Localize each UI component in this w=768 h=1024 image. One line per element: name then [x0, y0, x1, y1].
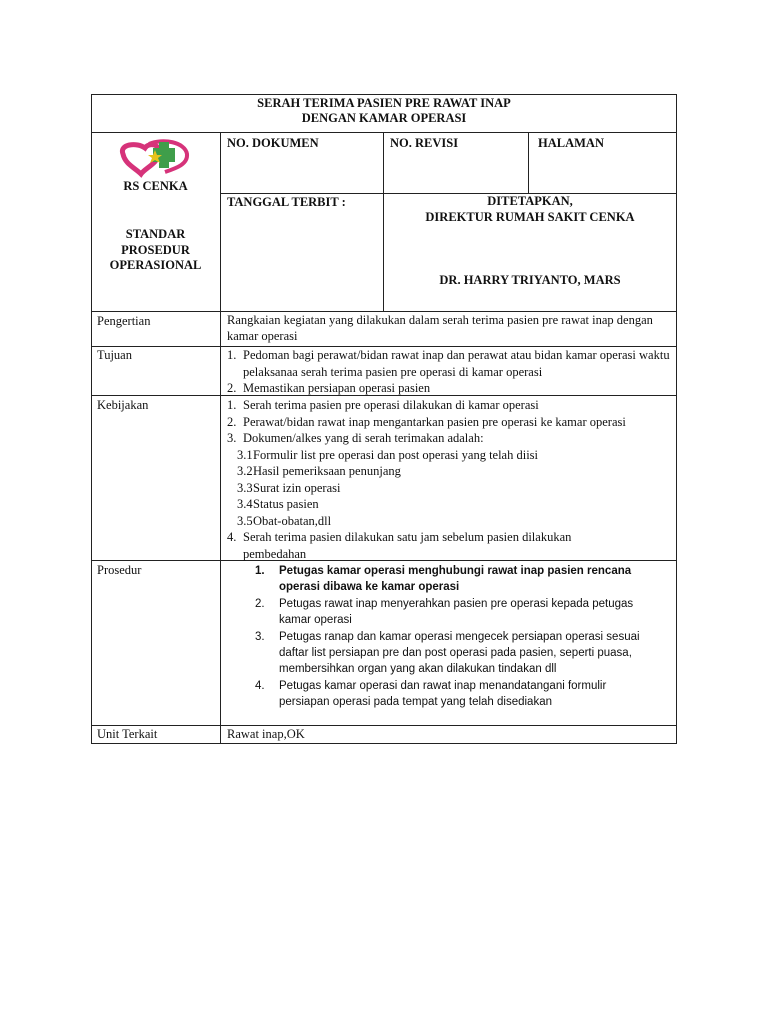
- sop-line-3: OPERASIONAL: [109, 258, 202, 272]
- list-item: [227, 629, 657, 677]
- no-dokumen-label: NO. DOKUMEN: [227, 136, 319, 150]
- halaman-label: HALAMAN: [538, 136, 604, 150]
- rule: [91, 311, 677, 312]
- sub-item: [227, 480, 673, 497]
- list-item: [227, 380, 673, 397]
- item-text: Formulir list pre operasi dan post operasi yang telah diisi: [253, 447, 539, 462]
- list-item: [227, 430, 673, 447]
- item-number: 1.: [227, 348, 237, 362]
- sop-line-1: STANDAR: [125, 227, 186, 241]
- item-number: 3.3: [237, 480, 253, 495]
- sub-item: [227, 513, 673, 530]
- item-number: 4.: [227, 530, 237, 544]
- title-line-1: SERAH TERIMA PASIEN PRE RAWAT INAP: [257, 96, 511, 110]
- rule: [91, 725, 677, 726]
- title-line-2: DENGAN KAMAR OPERASI: [301, 111, 467, 125]
- tujuan-label: Tujuan: [97, 348, 132, 362]
- hospital-logo: [115, 136, 195, 180]
- item-text: Obat-obatan,dll: [253, 513, 332, 528]
- item-number: 2.: [227, 414, 237, 429]
- rule: [220, 132, 221, 744]
- item-number: 3.1: [237, 447, 253, 462]
- logo-label: RS CENKA: [123, 179, 188, 193]
- item-number: 3.4: [237, 497, 253, 511]
- rule: [91, 132, 677, 133]
- list-item: [227, 347, 673, 380]
- unit-terkait-text: Rawat inap,OK: [227, 727, 305, 741]
- prosedur-label: Prosedur: [97, 563, 142, 577]
- prosedur-list: [227, 563, 657, 711]
- item-text: Serah terima pasien pre operasi dilakukan di kamar operasi: [243, 398, 539, 412]
- list-item: [227, 678, 657, 710]
- list-item: [227, 397, 673, 414]
- pengertian-label: Pengertian: [97, 314, 151, 328]
- signer-name: DR. HARRY TRIYANTO, MARS: [439, 273, 621, 287]
- item-text: Memastikan persiapan operasi pasien: [243, 381, 431, 395]
- item-text: Petugas rawat inap menyerahkan pasien pre operasi kepada petugas kamar operasi: [279, 598, 634, 626]
- item-text: Serah terima pasien dilakukan satu jam sebelum pasien dilakukan pembedahan: [243, 530, 572, 561]
- tujuan-list: [227, 347, 673, 397]
- item-number: 3.2: [237, 464, 253, 478]
- no-revisi-label: NO. REVISI: [390, 136, 459, 150]
- item-text: Status pasien: [253, 497, 319, 511]
- hospital-logo-icon: [115, 136, 195, 180]
- item-number: 1.: [255, 565, 265, 577]
- list-item: [227, 596, 657, 628]
- pengertian-text: Rangkaian kegiatan yang dilakukan dalam serah terima pasien pre rawat inap dengan kamar operasi: [227, 313, 653, 343]
- item-text: Petugas ranap dan kamar operasi mengecek persiapan operasi sesuai daftar list persiapan pre dan post operasi pada pasien, seperti puasa, membersihkan organ yang akan dilakukan tindakan dll: [279, 631, 640, 675]
- item-number: 1.: [227, 398, 237, 412]
- item-text: Pedoman bagi perawat/bidan rawat inap dan perawat atau bidan kamar operasi waktu pelaksanaa serah terima pasien pre operasi di kamar operasi: [243, 348, 670, 379]
- tanggal-terbit-label: TANGGAL TERBIT :: [227, 195, 346, 209]
- item-text: Hasil pemeriksaan penunjang: [253, 464, 401, 478]
- list-item: [227, 529, 673, 562]
- item-number: 3.5: [237, 513, 253, 528]
- item-text: Petugas kamar operasi menghubungi rawat inap pasien rencana operasi dibawa ke kamar operasi: [279, 565, 632, 593]
- list-item: [227, 414, 673, 431]
- sub-item: [227, 496, 673, 513]
- sop-label: [91, 227, 220, 274]
- unit-terkait-label: Unit Terkait: [97, 727, 158, 741]
- item-text: Petugas kamar operasi dan rawat inap menandatangani formulir persiapan operasi pada tempat yang telah disediakan: [279, 680, 607, 708]
- item-text: Dokumen/alkes yang di serah terimakan adalah:: [243, 431, 484, 445]
- item-text: Perawat/bidan rawat inap mengantarkan pasien pre operasi ke kamar operasi: [243, 414, 626, 429]
- item-number: 4.: [255, 680, 265, 692]
- list-item: [227, 563, 657, 595]
- item-number: 2.: [227, 381, 237, 395]
- item-number: 3.: [255, 631, 265, 643]
- ditetapkan-label: DITETAPKAN,: [487, 194, 573, 208]
- rule: [528, 132, 529, 193]
- kebijakan-label: Kebijakan: [97, 398, 149, 412]
- item-number: 2.: [255, 598, 265, 610]
- sub-item: [227, 447, 673, 464]
- kebijakan-list: [227, 397, 673, 562]
- direktur-label: DIREKTUR RUMAH SAKIT CENKA: [425, 209, 635, 224]
- item-text: Surat izin operasi: [253, 480, 341, 495]
- sub-item: [227, 463, 673, 480]
- item-number: 3.: [227, 431, 237, 445]
- sop-line-2: PROSEDUR: [121, 242, 190, 257]
- approval-block: [383, 194, 677, 225]
- document-title: [91, 96, 677, 126]
